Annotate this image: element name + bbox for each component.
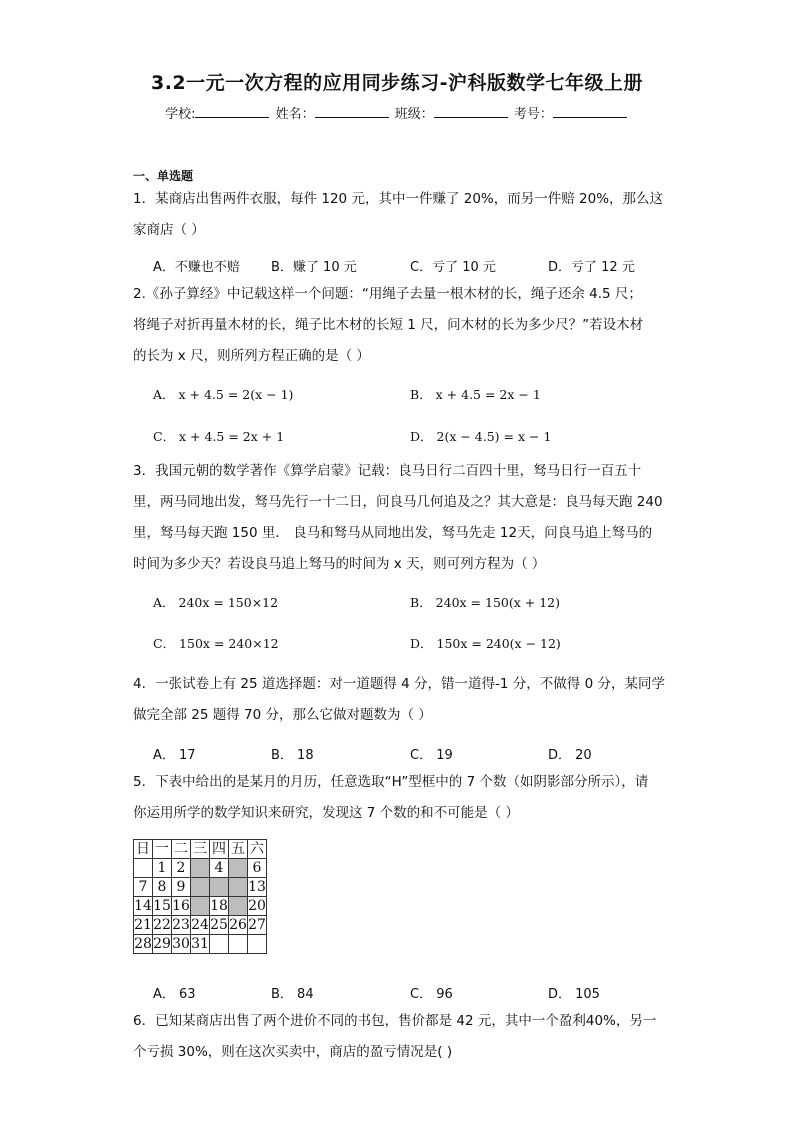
calendar-cell: 20 — [248, 898, 266, 914]
school-blank[interactable] — [195, 105, 269, 118]
calendar-cell: 6 — [248, 859, 267, 878]
option-a[interactable]: A． 240x = 150×12 — [153, 595, 279, 610]
calendar-cell: 21 — [134, 917, 152, 933]
calendar-cell: 14 — [134, 898, 152, 914]
question-2 — [133, 279, 665, 372]
question-line: 6．已知某商店出售了两个进价不同的书包，售价都是 42 元，其中一个盈利40%，另一 — [133, 1013, 657, 1029]
calendar-cell — [210, 935, 229, 954]
question-line: 1．某商店出售两件衣服，每件 120 元，其中一件赚了 20%，而另一件赔 20%，那么这 — [133, 191, 664, 207]
question-line: 里，驽马每天跑 150 里． 良马和驽马从同地出发，驽马先走 12天，问良马追上驽马的 — [133, 525, 653, 541]
calendar-cell: 9 — [172, 878, 191, 897]
calendar-cell: 4 — [210, 859, 229, 878]
calendar-cell: 23 — [172, 917, 190, 933]
calendar-cell-shaded — [191, 878, 210, 897]
calendar-cell-shaded — [229, 859, 248, 878]
calendar-header-cell: 二 — [172, 840, 191, 859]
calendar-cell: 29 — [153, 936, 171, 952]
school-label: 学校: — [165, 107, 196, 122]
calendar-row — [134, 878, 267, 897]
option-b[interactable]: B． 18 — [271, 748, 314, 763]
calendar-cell-shaded — [191, 859, 210, 878]
calendar-cell — [134, 859, 153, 878]
question-line: 3．我国元朝的数学著作《算学启蒙》记载：良马日行二百四十里，驽马日行一百五十 — [133, 463, 642, 479]
calendar-cell: 24 — [191, 917, 209, 933]
calendar-cell: 31 — [191, 936, 209, 952]
question-line: 里，两马同地出发，驽马先行一十二日，问良马几何追及之？其大意是：良马每天跑 240 — [133, 494, 663, 510]
question-line: 2.《孙子算经》中记载这样一个问题：“用绳子去量一根木材的长，绳子还余 4.5 尺； — [133, 286, 642, 302]
option-b[interactable]: B． 240x = 150(x + 12) — [410, 595, 560, 610]
class-blank[interactable] — [434, 105, 508, 118]
calendar-cell: 15 — [153, 898, 171, 914]
calendar-header-cell: 六 — [248, 840, 267, 859]
calendar-cell: 7 — [134, 878, 153, 897]
calendar-cell: 28 — [134, 936, 152, 952]
option-b[interactable]: B．赚了 10 元 — [271, 260, 357, 275]
calendar-cell: 1 — [153, 859, 172, 878]
option-c[interactable]: C． 19 — [410, 748, 453, 763]
calendar-header-cell: 一 — [153, 840, 172, 859]
option-d[interactable]: D．亏了 12 元 — [548, 260, 635, 275]
question-line: 做完全部 25 题得 70 分，那么它做对题数为（ ） — [133, 707, 432, 723]
name-blank[interactable] — [315, 105, 389, 118]
question-6 — [133, 1006, 665, 1068]
calendar-header-cell: 日 — [134, 840, 153, 859]
calendar-cell: 8 — [153, 878, 172, 897]
page-title: 3.2一元一次方程的应用同步练习-沪科版数学七年级上册 — [150, 72, 644, 94]
calendar-cell: 27 — [248, 917, 266, 933]
option-c[interactable]: C． x + 4.5 = 2x + 1 — [153, 429, 285, 444]
calendar-cell: 22 — [153, 917, 171, 933]
calendar-cell — [229, 935, 248, 954]
calendar-cell: 18 — [210, 898, 228, 914]
number-label: 考号： — [513, 107, 553, 122]
calendar-row — [134, 916, 267, 935]
option-b[interactable]: B． 84 — [271, 987, 314, 1002]
option-d[interactable]: D． 150x = 240(x − 12) — [410, 636, 561, 651]
option-a[interactable]: A． 63 — [153, 987, 196, 1002]
calendar-header-cell: 三 — [191, 840, 210, 859]
option-a[interactable]: A． 17 — [153, 748, 196, 763]
calendar-header-cell: 五 — [229, 840, 248, 859]
calendar-cell: 26 — [229, 917, 247, 933]
calendar-cell-shaded — [229, 897, 248, 916]
number-blank[interactable] — [553, 105, 627, 118]
option-d[interactable]: D． 20 — [548, 748, 592, 763]
calendar-cell: 25 — [210, 917, 228, 933]
option-b[interactable]: B． x + 4.5 = 2x − 1 — [410, 387, 541, 402]
option-c[interactable]: C． 150x = 240×12 — [153, 636, 279, 651]
name-label: 姓名： — [275, 107, 315, 122]
question-line: 的长为 x 尺，则所列方程正确的是（ ） — [133, 348, 370, 364]
option-a[interactable]: A．不赚也不赔 — [153, 260, 240, 275]
question-line: 5．下表中给出的是某月的月历，任意选取“H”型框中的 7 个数（如阴影部分所示），请 — [133, 774, 649, 790]
calendar-cell: 30 — [172, 936, 190, 952]
calendar-row — [134, 859, 267, 878]
question-line: 4．一张试卷上有 25 道选择题：对一道题得 4 分，错一道得-1 分，不做得 0 分，某同学 — [133, 676, 665, 692]
calendar-table — [133, 839, 267, 954]
student-info-row — [0, 103, 794, 122]
option-d[interactable]: D． 2(x − 4.5) = x − 1 — [410, 429, 552, 444]
calendar-cell: 16 — [172, 898, 190, 914]
question-line: 家商店（ ） — [133, 222, 205, 238]
option-d[interactable]: D． 105 — [548, 987, 600, 1002]
calendar-header-row — [134, 840, 267, 859]
class-label: 班级： — [394, 107, 434, 122]
calendar-header-cell: 四 — [210, 840, 229, 859]
question-line: 个亏损 30%，则在这次买卖中，商店的盈亏情况是( ) — [133, 1044, 453, 1060]
option-a[interactable]: A． x + 4.5 = 2(x − 1) — [153, 387, 294, 402]
question-3 — [133, 456, 665, 580]
question-4 — [133, 669, 665, 731]
calendar-cell-shaded — [191, 897, 210, 916]
question-1 — [133, 184, 665, 246]
question-line: 你运用所学的数学知识来研究，发现这 7 个数的和不可能是（ ） — [133, 805, 519, 821]
calendar-cell: 2 — [172, 859, 191, 878]
question-5 — [133, 767, 665, 829]
calendar-row — [134, 935, 267, 954]
question-line: 将绳子对折再量木材的长，绳子比木材的长短 1 尺，问木材的长为多少尺？”若设木材 — [133, 317, 644, 333]
section-heading: 一、单选题 — [133, 169, 194, 183]
option-c[interactable]: C． 96 — [410, 987, 453, 1002]
calendar-cell-shaded — [229, 878, 248, 897]
option-c[interactable]: C．亏了 10 元 — [410, 260, 496, 275]
calendar-cell: 13 — [248, 879, 266, 895]
question-line: 时间为多少天？若设良马追上驽马的时间为 x 天，则可列方程为（ ） — [133, 556, 546, 572]
calendar-row — [134, 897, 267, 916]
calendar-cell-shaded — [210, 878, 229, 897]
calendar-cell — [248, 935, 267, 954]
